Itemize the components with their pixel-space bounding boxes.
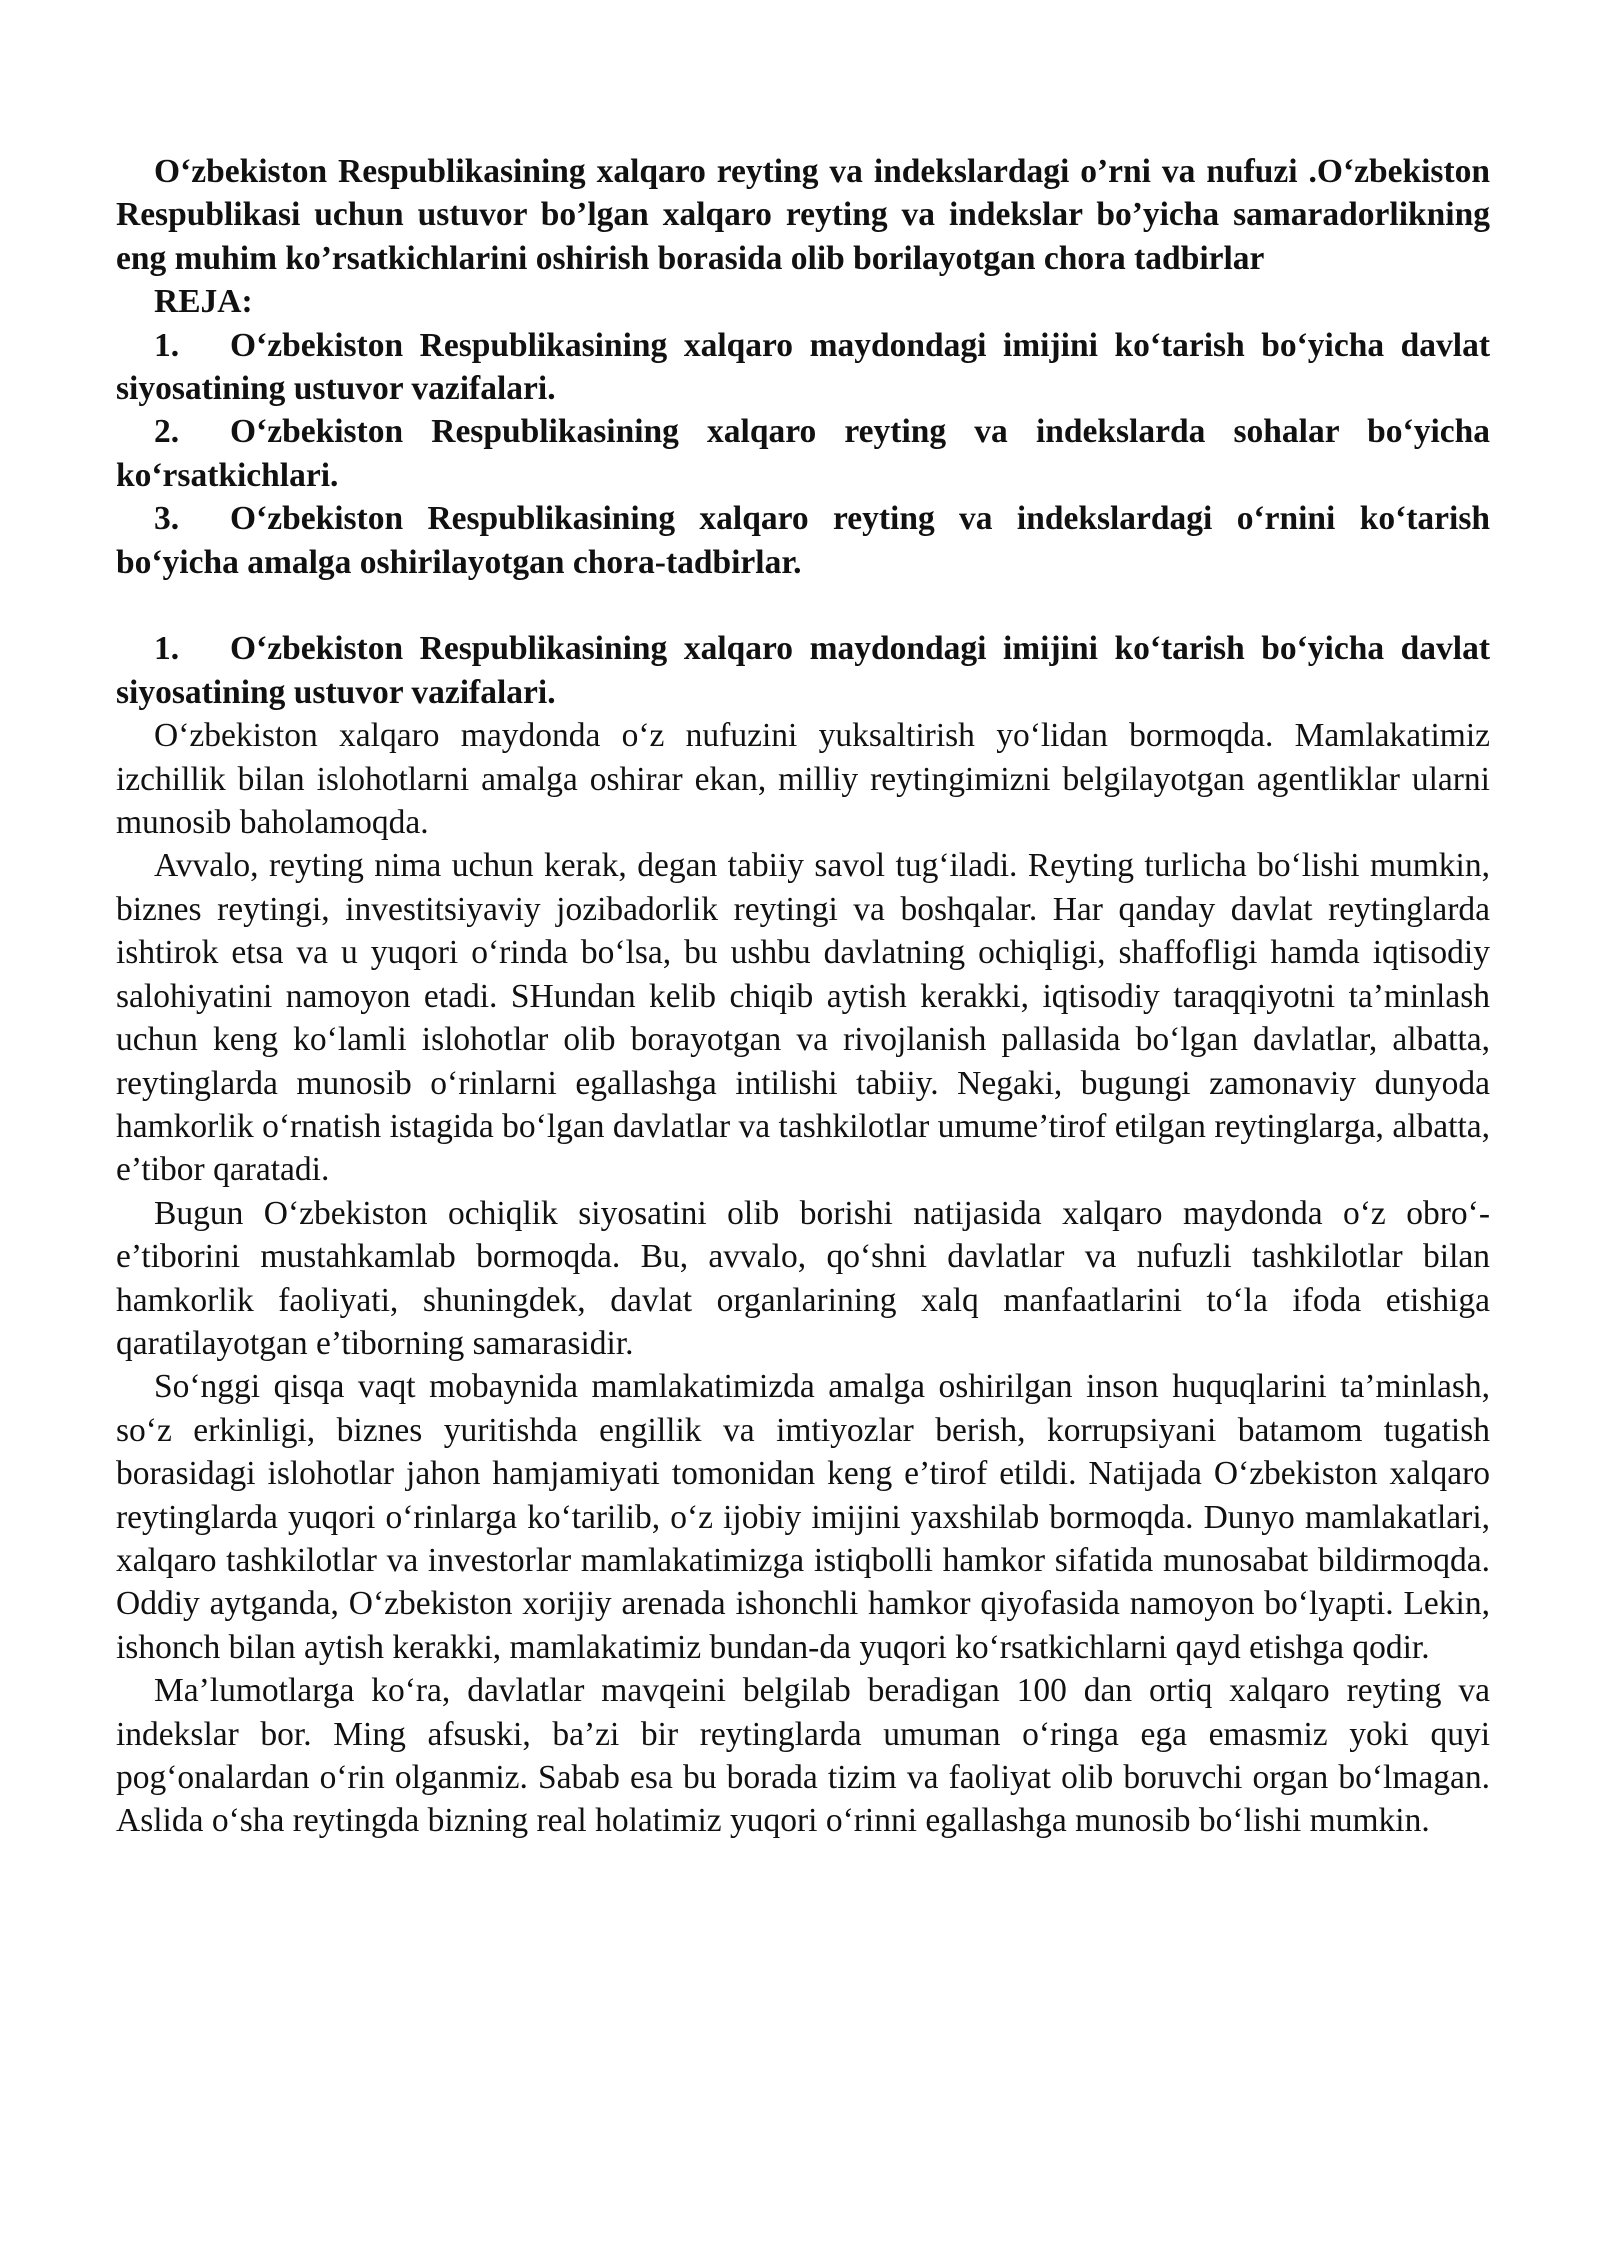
plan-label: REJA: xyxy=(154,283,253,321)
paragraph: Bugun O‘zbekiston ochiqlik siyosatini olib borishi natijasida xalqaro maydonda o‘z obro‘-e’tiborini mustahkamlab bormoqda. Bu, avvalo, qo‘shni davlatlar va nufuzli tashkilotlar bilan hamkorlik faoliyati, shuningdek, davlat organlarining xalq manfaatlarini to‘la ifoda etishiga qaratilayotgan e’tiborning samarasidir. xyxy=(116,1194,1490,1362)
paragraph: O‘zbekiston xalqaro maydonda o‘z nufuzini yuksaltirish yo‘lidan bormoqda. Mamlakatimiz izchillik bilan islohotlarni amalga oshirar ekan, milliy reytingimizni belgilayotgan agentliklar ularni munosib baholamoqda. xyxy=(116,717,1490,842)
paragraph: Ma’lumotlarga ko‘ra, davlatlar mavqeini belgilab beradigan 100 dan ortiq xalqaro reyting va indekslar bor. Ming afsuski, ba’zi bir reytinglarda umuman o‘ringa ega emasmiz yoki quyi pog‘onalardan o‘rin olganmiz. Sabab esa bu borada tizim va faoliyat olib boruvchi organ bo‘lmagan. Aslida o‘sha reytingda bizning real holatimiz yuqori o‘rinni egallashga munosib bo‘lishi mumkin. xyxy=(116,1672,1490,1840)
plan-item-text: O‘zbekiston Respublikasining xalqaro reyting va indekslarda sohalar bo‘yicha ko‘rsatkichlari. xyxy=(116,413,1490,494)
plan-item-3 xyxy=(116,497,1490,584)
plan-item-text: O‘zbekiston Respublikasining xalqaro reyting va indekslardagi o‘rnini ko‘tarish bo‘yicha amalga oshirilayotgan chora-tadbirlar. xyxy=(116,500,1490,581)
document-title: O‘zbekiston Respublikasining xalqaro reyting va indekslardagi o’rni va nufuzi .O‘zbekiston Respublikasi uchun ustuvor bo’lgan xalqaro reyting va indekslar bo’yicha samaradorlikning eng muhim ko’rsatkichlarini oshirish borasida olib borilayotgan chora tadbirlar xyxy=(116,153,1490,277)
section-heading xyxy=(116,627,1490,714)
plan-item-number: 2. xyxy=(154,413,180,451)
document-page xyxy=(116,150,1490,1843)
paragraph: So‘nggi qisqa vaqt mobaynida mamlakatimizda amalga oshirilgan inson huquqlarini ta’minlash, so‘z erkinligi, biznes yuritishda engillik va imtiyozlar berish, korrupsiyani batamom tugatish borasidagi islohotlar jahon hamjamiyati tomonidan keng e’tirof etildi. Natijada O‘zbekiston xalqaro reytinglarda yuqori o‘rinlarga ko‘tarilib, o‘z ijobiy imijini yaxshilab bormoqda. Dunyo mamlakatlari, xalqaro tashkilotlar va investorlar mamlakatimizga istiqbolli hamkor sifatida munosabat bildirmoqda. Oddiy aytganda, O‘zbekiston xorijiy arenada ishonchli hamkor qiyofasida namoyon bo‘lyapti. Lekin, ishonch bilan aytish kerakki, mamlakatimiz bundan-da yuqori ko‘rsatkichlarni qayd etishga qodir. xyxy=(116,1368,1490,1666)
section-number: 1. xyxy=(154,630,180,668)
plan-item-1 xyxy=(116,324,1490,411)
plan-item-2 xyxy=(116,410,1490,497)
blank-line xyxy=(116,584,1490,627)
plan-item-number: 1. xyxy=(154,326,180,364)
plan-item-number: 3. xyxy=(154,500,180,538)
section-heading-text: O‘zbekiston Respublikasining xalqaro maydondagi imijini ko‘tarish bo‘yicha davlat siyosatining ustuvor vazifalari. xyxy=(116,630,1490,711)
plan-item-text: O‘zbekiston Respublikasining xalqaro maydondagi imijini ko‘tarish bo‘yicha davlat siyosatining ustuvor vazifalari. xyxy=(116,326,1490,408)
paragraph: Avvalo, reyting nima uchun kerak, degan tabiiy savol tug‘iladi. Reyting turlicha bo‘lishi mumkin, biznes reytingi, investitsiyaviy jozibadorlik reytingi va boshqalar. Har qanday davlat reytinglarda ishtirok etsa va u yuqori o‘rinda bo‘lsa, bu ushbu davlatning ochiqligi, shaffofligi hamda iqtisodiy salohiyatini namoyon etadi. SHundan kelib chiqib aytish kerakki, iqtisodiy taraqqiyotni ta’minlash uchun keng ko‘lamli islohotlar olib borayotgan va rivojlanish pallasida bo‘lgan davlatlar, albatta, reytinglarda munosib o‘rinlarni egallashga intilishi tabiiy. Negaki, bugungi zamonaviy dunyoda hamkorlik o‘rnatish istagida bo‘lgan davlatlar va tashkilotlar umume’tirof etilgan reytinglarga, albatta, e’tibor qaratadi. xyxy=(116,847,1490,1189)
